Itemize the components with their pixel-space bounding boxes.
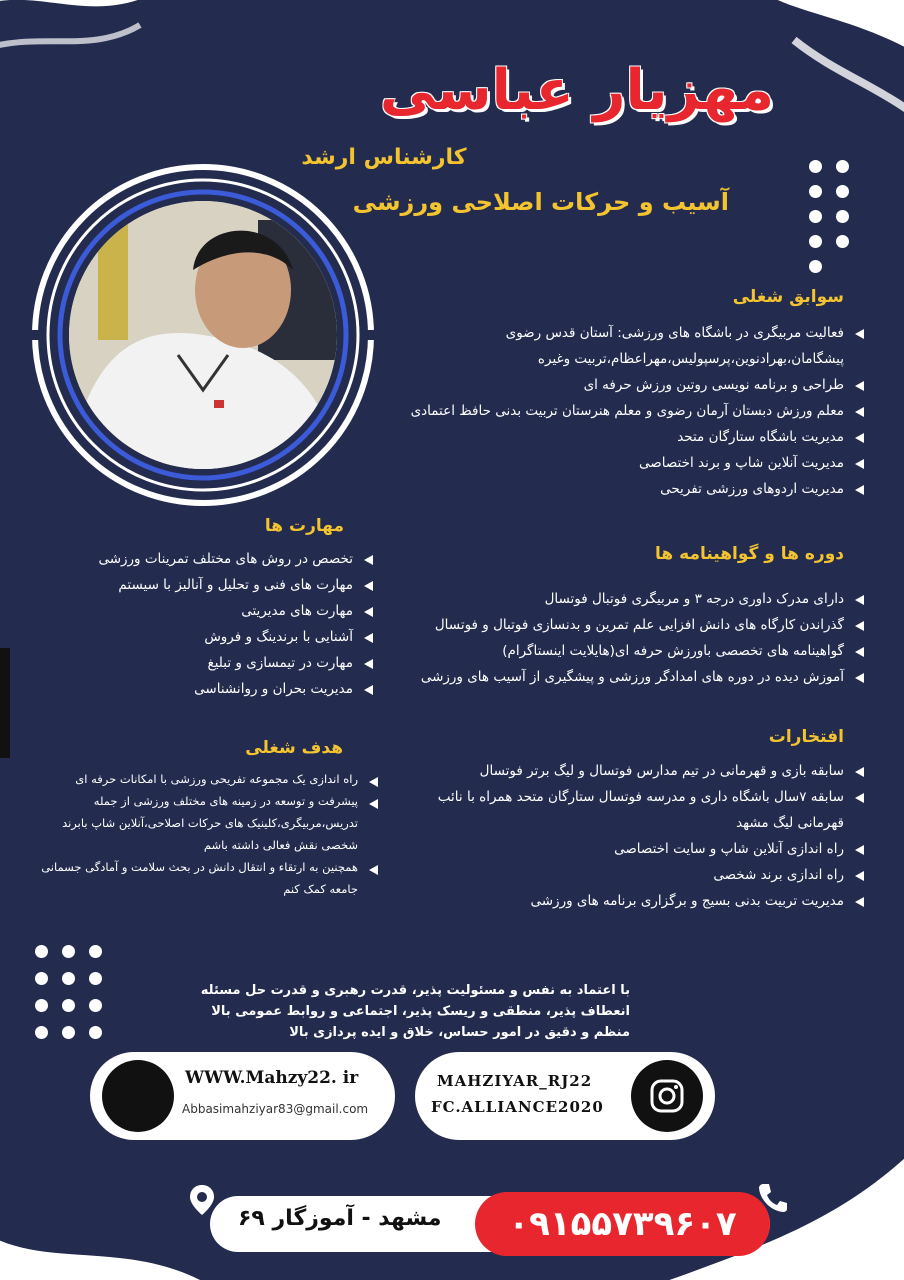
instagram-handle-personal[interactable]: MAHZIYAR_RJ22 [437,1072,593,1090]
career-goal-title: هدف شغلی [245,738,343,758]
list-item: معلم ورزش دبستان آرمان رضوی و معلم هنرستان تربیت بدنی حافظ اعتمادی [346,398,866,424]
career-goal-list [25,768,380,900]
list-item: آموزش دیده در دوره های امدادگر ورزشی و پیشگیری از آسیب های ورزشی [386,664,866,690]
field-of-study: آسیب و حرکات اصلاحی ورزشی [352,188,729,216]
list-item: راه اندازی برند شخصی [406,862,866,888]
personal-traits [150,980,630,1043]
list-item: مدیریت آنلاین شاپ و برند اختصاصی [346,450,866,476]
list-item: مدیریت بحران و روانشناسی [30,676,375,702]
dot-pattern [35,945,102,1039]
list-item: سابقه بازی و قهرمانی در تیم مدارس فوتسال و لیگ برتر فوتسال [406,758,866,784]
list-item: تخصص در روش های مختلف تمرینات ورزشی [30,546,375,572]
dot-pattern [809,160,849,273]
list-item: دارای مدرک داوری درجه ۳ و مربیگری فوتبال فوتسال [386,586,866,612]
profile-photo [28,160,378,510]
list-item: راه اندازی آنلاین شاپ و سایت اختصاصی [406,836,866,862]
list-item: مهارت های مدیریتی [30,598,375,624]
trait-line: با اعتماد به نفس و مسئولیت پذیر، قدرت رهبری و قدرت حل مسئله [200,983,630,998]
decorative-circle [102,1060,174,1132]
location-pin-icon [190,1185,214,1215]
list-item: طراحی و برنامه نویسی روتین ورزش حرفه ای [346,372,866,398]
list-item: همچنین به ارتقاء و انتقال دانش در بحث سلامت و آمادگی جسمانی جامعه کمک کنم [25,856,380,900]
honors-list [406,758,866,914]
list-item: مدیریت اردوهای ورزشی تفریحی [346,476,866,502]
degree-title: کارشناس ارشد [301,145,467,170]
list-item: مدیریت باشگاه ستارگان متحد [346,424,866,450]
address-phone-card [210,1196,770,1252]
work-history-list [346,320,866,502]
skills-title: مهارت ها [264,516,344,536]
email-link[interactable]: Abbasimahziyar83@gmail.com [182,1102,369,1116]
honors-title: افتخارات [768,727,844,747]
list-item: راه اندازی یک مجموعه تفریحی ورزشی با امکانات حرفه ای [25,768,380,790]
website-contact-card [90,1052,395,1140]
brush-stroke-decoration [0,0,230,90]
skills-list [30,546,375,702]
brush-stroke-decoration [0,648,10,758]
list-item: فعالیت مربیگری در باشگاه های ورزشی: آستان قدس رضوی پیشگامان،بهرادنوین،پرسپولیس،مهراعظام،تربیت وغیره [346,320,866,372]
website-link[interactable]: WWW.Mahzy22. ir [185,1068,359,1088]
list-item: گذراندن کارگاه های دانش افزایی علم تمرین و بدنسازی فوتبال و فوتسال [386,612,866,638]
instagram-handle-club[interactable]: FC.ALLIANCE2020 [431,1098,604,1116]
list-item: آشنایی با برندینگ و فروش [30,624,375,650]
list-item: سابقه ۷سال باشگاه داری و مدرسه فوتسال ستارگان متحد همراه با نائب قهرمانی لیگ مشهد [406,784,866,836]
list-item: مهارت در تیمسازی و تبلیغ [30,650,375,676]
certificates-list [386,586,866,690]
instagram-contact-card [415,1052,715,1140]
trait-line: منظم و دقیق در امور حساس، خلاق و ایده پردازی بالا [289,1025,630,1040]
phone-number[interactable]: ۰۹۱۵۵۷۳۹۶۰۷ [508,1204,737,1244]
trait-line: انعطاف پذیر، منطقی و ریسک پذیر، اجتماعی و روابط عمومی بالا [211,1004,630,1019]
list-item: مهارت های فنی و تحلیل و آنالیز با سیستم [30,572,375,598]
phone-badge [475,1192,770,1256]
list-item: گواهینامه های تخصصی باورزش حرفه ای(هایلایت اینستاگرام) [386,638,866,664]
address-text: مشهد - آموزگار ۶۹ [238,1206,442,1231]
list-item: مدیریت تربیت بدنی بسیج و برگزاری برنامه های ورزشی [406,888,866,914]
instagram-icon [649,1078,685,1114]
certificates-title: دوره ها و گواهینامه ها [655,544,844,564]
work-history-title: سوابق شغلی [732,287,844,307]
list-item: پیشرفت و توسعه در زمینه های مختلف ورزشی از جمله تدریس،مربیگری،کلینیک های حرکات اصلاحی،آنلاین شاپ بابرند شخصی نقش فعالی داشته باشم [25,790,380,856]
person-name: مهزیار عباسی [379,58,774,123]
